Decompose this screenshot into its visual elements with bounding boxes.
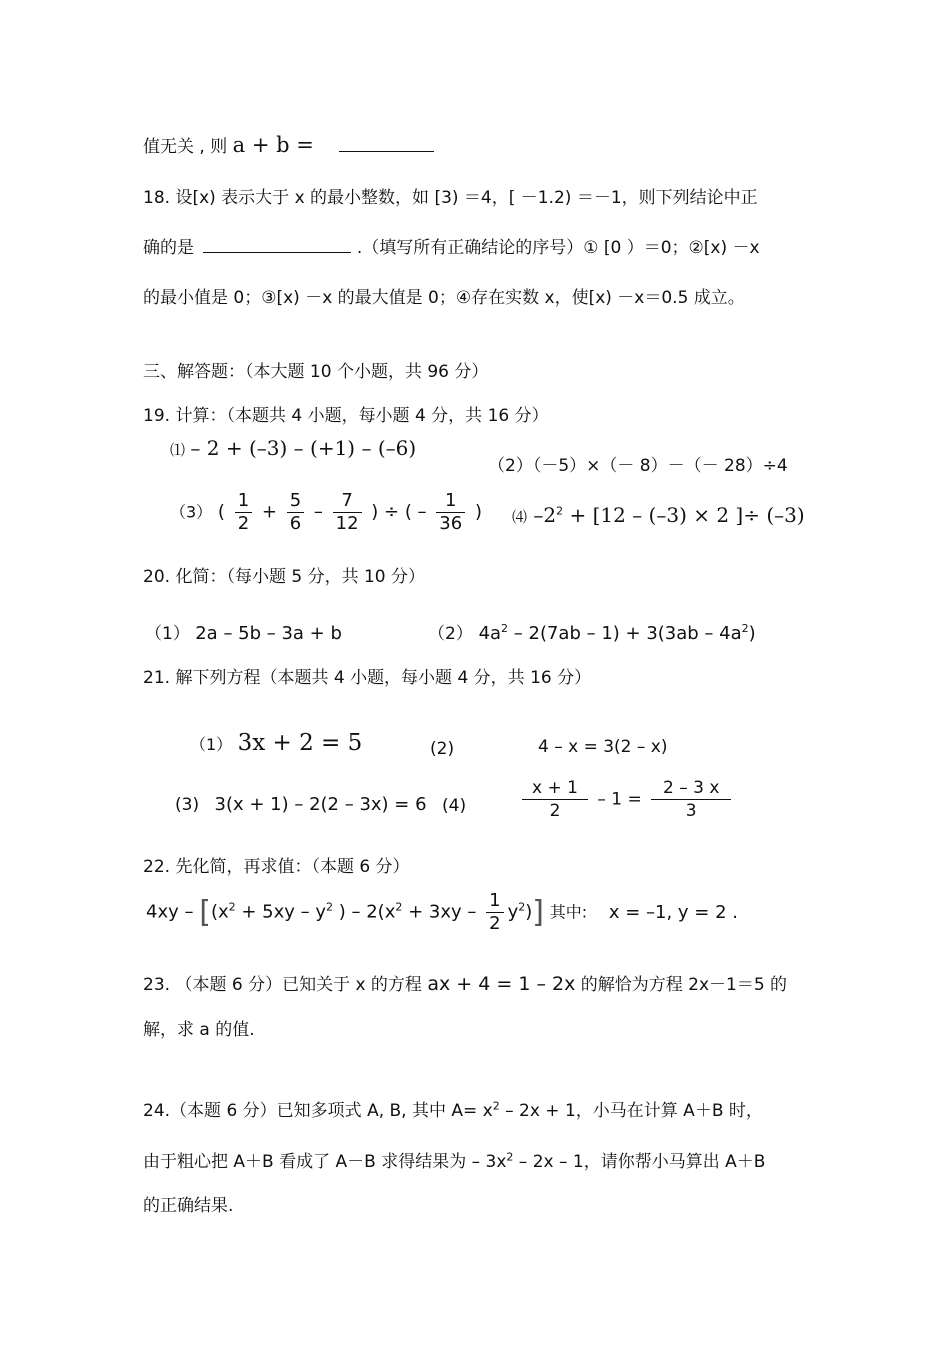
fraction-1-2: $\frac{1}{2}$ bbox=[235, 490, 252, 535]
q21-title: 21. 解下列方程（本题共 4 小题，每小题 4 分，共 16 分） bbox=[143, 668, 592, 688]
q20-part1 bbox=[145, 619, 342, 644]
q19-p4-label: ⑷ bbox=[512, 508, 528, 526]
q22-term6: y bbox=[507, 901, 519, 923]
q22-term3: + 5xy – y bbox=[241, 901, 327, 923]
q24-line1-post: ，小马在计算 A＋B 时， bbox=[575, 1101, 763, 1121]
q22-term7: ) bbox=[525, 901, 533, 923]
close-paren: ) bbox=[474, 501, 482, 523]
q21-p3-label: (3) bbox=[175, 795, 200, 815]
fraction-2-minus-3x-over-3: $\frac{2 - 3 x}{3}$ bbox=[651, 777, 731, 822]
q24-result-rest: – 2x – 1 bbox=[518, 1152, 584, 1172]
exponent: 2 bbox=[492, 1099, 500, 1113]
divide-part: ) ÷ ( – bbox=[371, 501, 427, 523]
q22-title: 22. 先化简，再求值：（本题 6 分） bbox=[143, 857, 410, 877]
q24-result-term: – 3x bbox=[471, 1152, 507, 1172]
fraction-x-plus-1-over-2: $\frac{x + 1}{2}$ bbox=[522, 777, 588, 822]
exponent: 2 bbox=[506, 1150, 514, 1164]
q19-p4-term: –2 bbox=[533, 503, 557, 527]
q21-part2-expr: 4 – x = 3(2 – x) bbox=[538, 737, 668, 757]
q20-p1-expr: 2a – 5b – 3a + b bbox=[195, 623, 342, 644]
minus-sign: – bbox=[313, 501, 323, 523]
q19-p1-label: ⑴ bbox=[170, 441, 186, 459]
plus-sign: + bbox=[261, 501, 277, 523]
section3-title: 三、解答题：（本大题 10 个小题，共 96 分） bbox=[143, 362, 489, 382]
q24-a-rest: – 2x + 1 bbox=[505, 1101, 576, 1121]
q19-part3 bbox=[170, 490, 482, 535]
q20-p2-term: 4a bbox=[478, 623, 502, 644]
q20-p2-middle: – 2(7ab – 1) + 3(3ab – 4a bbox=[513, 623, 742, 644]
q24-line3: 的正确结果. bbox=[143, 1196, 234, 1216]
q19-p3-label: （3） bbox=[170, 502, 213, 522]
q18-line2-post: .（填写所有正确结论的序号）① [0 ）＝0；②[x) －x bbox=[356, 238, 760, 258]
q20-p1-label: （1） bbox=[145, 624, 190, 644]
q22-term5: + 3xy – bbox=[408, 901, 477, 923]
left-bracket: [ bbox=[199, 894, 211, 930]
right-bracket: ] bbox=[532, 894, 544, 930]
q21-part2-label: (2) bbox=[430, 739, 455, 759]
q18-line2 bbox=[143, 233, 760, 258]
exponent: 2 bbox=[556, 504, 564, 518]
q22-where: 其中: bbox=[549, 902, 588, 922]
exponent: 2 bbox=[501, 622, 509, 635]
q19-title: 19. 计算：（本题共 4 小题，每小题 4 分，共 16 分） bbox=[143, 406, 549, 426]
q19-part2: （2）（－5）×（－ 8）－（－ 28）÷4 bbox=[488, 456, 788, 476]
q18-line1: 18. 设[x) 表示大于 x 的最小整数，如 [3) ＝4，[ －1.2) ＝－1，则下列结论中正 bbox=[143, 188, 758, 208]
exponent: 2 bbox=[395, 900, 403, 914]
q17-text: 值无关 , 则 bbox=[143, 137, 228, 157]
q22-expression bbox=[146, 890, 738, 935]
q20-title: 20. 化简：（每小题 5 分，共 10 分） bbox=[143, 567, 426, 587]
q18-line2-pre: 确的是 bbox=[143, 238, 194, 258]
q21-p3-expr: 3(x + 1) – 2(2 – 3x) = 6 bbox=[214, 794, 427, 815]
q22-term4: ) – 2(x bbox=[338, 901, 396, 923]
q20-part2 bbox=[428, 619, 756, 644]
q21-p1-label: （1） bbox=[190, 735, 233, 754]
q24-a-term: x bbox=[482, 1101, 493, 1121]
q24-line2-post: ，请你帮小马算出 A＋B bbox=[583, 1152, 766, 1172]
q19-p3-open: ( bbox=[217, 501, 225, 523]
q21-p4-middle: – 1 = bbox=[597, 789, 642, 810]
q23-line1 bbox=[143, 970, 787, 995]
q22-condition: x = –1, y = 2 . bbox=[608, 901, 738, 923]
fraction-7-12: $\frac{7}{12}$ bbox=[333, 490, 362, 535]
exponent: 2 bbox=[228, 900, 236, 914]
q19-p1-expr: – 2 + (–3) – (+1) – (–6) bbox=[190, 436, 417, 460]
q24-line2 bbox=[143, 1147, 765, 1172]
q24-line1-pre: 24.（本题 6 分）已知多项式 A, B, 其中 A= bbox=[143, 1101, 478, 1121]
q17-answer-blank[interactable] bbox=[339, 135, 434, 152]
q22-term1: 4xy – bbox=[146, 901, 194, 923]
exponent: 2 bbox=[741, 622, 749, 635]
exponent: 2 bbox=[518, 900, 526, 914]
q19-part4 bbox=[512, 503, 805, 527]
fraction-5-6: $\frac{5}{6}$ bbox=[287, 490, 304, 535]
q18-line3: 的最小值是 0；③[x) －x 的最大值是 0；④存在实数 x，使[x) －x＝0.5 成立。 bbox=[143, 288, 745, 308]
q19-part1 bbox=[170, 436, 416, 460]
q23-line1-post: 的解恰为方程 2x－1＝5 的 bbox=[580, 975, 788, 995]
q24-line2-pre: 由于粗心把 A＋B 看成了 A－B 求得结果为 bbox=[143, 1152, 467, 1172]
exponent: 2 bbox=[326, 900, 334, 914]
q21-part4-expr bbox=[518, 777, 735, 822]
q20-p2-close: ) bbox=[748, 623, 756, 644]
q24-line1 bbox=[143, 1096, 763, 1121]
q17-tail bbox=[143, 132, 434, 157]
q21-part4-label: (4) bbox=[442, 796, 467, 816]
q22-term2: (x bbox=[210, 901, 229, 923]
q19-p4-rest: + [12 – (–3) × 2 ]÷ (–3) bbox=[569, 503, 805, 527]
q23-line2: 解，求 a 的值. bbox=[143, 1020, 255, 1040]
q21-part3 bbox=[175, 794, 427, 815]
fraction-1-2: $\frac{1}{2}$ bbox=[486, 890, 503, 935]
q20-p2-label: （2） bbox=[428, 624, 473, 644]
fraction-1-36: $\frac{1}{36}$ bbox=[436, 490, 465, 535]
q23-equation: ax + 4 = 1 – 2x bbox=[427, 973, 576, 995]
q23-line1-pre: 23. （本题 6 分）已知关于 x 的方程 bbox=[143, 975, 422, 995]
q21-p1-expr: 3x + 2 = 5 bbox=[237, 730, 363, 756]
q21-part1 bbox=[190, 730, 362, 756]
q18-answer-blank[interactable] bbox=[203, 236, 351, 253]
q17-expr: a + b = bbox=[232, 133, 314, 157]
